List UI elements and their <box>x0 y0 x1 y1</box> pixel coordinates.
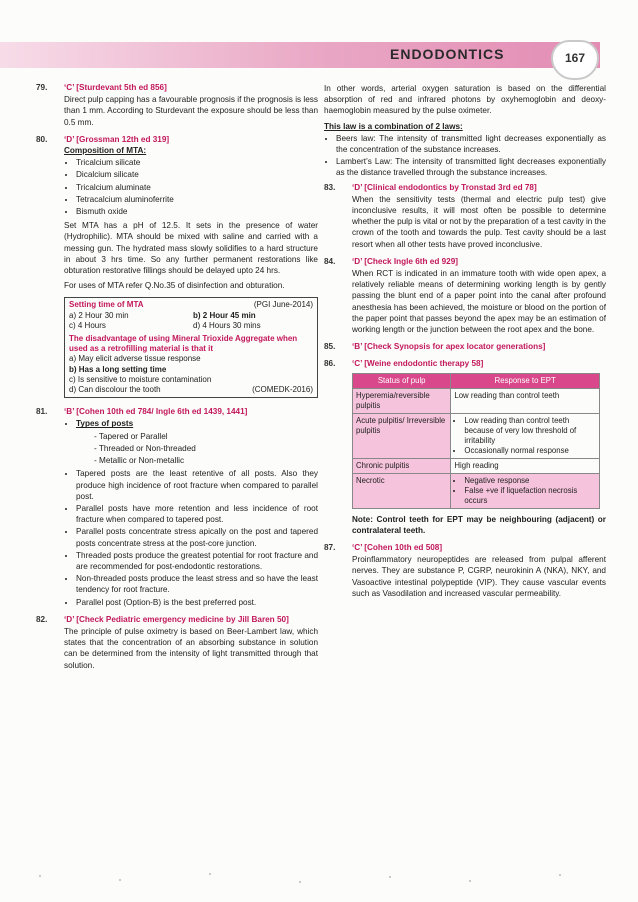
answer-reference: ‘D’ [Grossman 12th ed 319] <box>64 134 170 144</box>
decorative-dots <box>0 868 638 888</box>
option: d) 4 Hours 30 mins <box>193 320 261 330</box>
list-item: • Tapered posts are the least retentive of all posts. Also they produce high incidence of root fracture when compared to parallel post. <box>76 468 318 502</box>
answer-text: The principle of pulse oximetry is based on Beer-Lambert law, which states that the concentration of an absorbing substance in solution can be determined from the intensity of light transmitted through that solution. <box>64 626 318 670</box>
list-item: • Threaded posts produce the greatest potential for root fracture and are recommended for post-endodontic restorations. <box>76 550 318 572</box>
list-item: • Tricalcium silicate <box>76 157 318 168</box>
list-item: • False +ve if liquefaction necrosis occurs <box>464 486 596 506</box>
exam-source: (PGI June-2014) <box>253 300 313 310</box>
question-number: 86. <box>324 359 336 369</box>
option-correct: b) Has a long setting time <box>69 364 167 374</box>
question-80 <box>36 134 318 292</box>
list-item: - Threaded or Non-threaded <box>94 443 318 454</box>
list-item: - Metallic or Non-metallic <box>94 455 318 466</box>
answer-reference: ‘C’ [Cohen 10th ed 508] <box>352 543 443 553</box>
answer-text: In other words, arterial oxygen saturation is based on the differential absorption of red and infrared photons by oxyhemoglobin and deoxy-haemoglobin measured by the pulse oximeter. <box>324 84 606 116</box>
right-column <box>324 82 606 605</box>
answer-text: Direct pulp capping has a favourable prognosis if the prognosis is less than 1 mm. According to Sturdevant the exposure should be less than 0.5 mm. <box>64 95 318 127</box>
question-82 <box>36 614 318 671</box>
question-79 <box>36 82 318 128</box>
section-title: ENDODONTICS <box>390 46 505 62</box>
list-item: • Negative response <box>464 476 596 486</box>
table-row <box>353 458 600 473</box>
answer-reference: ‘D’ [Check Ingle 6th ed 929] <box>352 256 459 266</box>
question-81 <box>36 406 318 607</box>
ept-response-table <box>352 373 600 509</box>
question-number: 82. <box>36 614 48 624</box>
question-number: 80. <box>36 134 48 144</box>
box-question: The disadvantage of using Mineral Trioxide Aggregate when used as a retrofilling material is that it <box>69 334 298 354</box>
option: a) May elicit adverse tissue response <box>69 354 201 364</box>
answer-reference: ‘B’ [Check Synopsis for apex locator generations] <box>352 342 546 352</box>
list-item: • Parallel posts concentrate stress apically on the post and tapered posts concentrate stress at the post-core junction. <box>76 526 318 548</box>
note-text: Note: Control teeth for EPT may be neighbouring (adjacent) or contralateral teeth. <box>352 514 606 535</box>
header-band <box>0 42 600 68</box>
list-item: • Bismuth oxide <box>76 206 318 217</box>
option: d) Can discolour the tooth <box>69 385 161 395</box>
question-87 <box>324 542 606 599</box>
answer-reference: ‘C’ [Weine endodontic therapy 58] <box>352 359 484 369</box>
question-83 <box>324 182 606 250</box>
answer-text: When the sensitivity tests (thermal and electric pulp test) give inconclusive results, it will most often be possible to determine whether the pulp is vital or not by the preparation of a test cavity in the crown of the tooth and towards the pulp. Test cavity should be a last resort when all other tests have proved inconclusive. <box>352 194 606 249</box>
option: a) 2 Hour 30 min <box>69 310 129 320</box>
list-item: • Occasionally normal response <box>464 446 596 456</box>
post-types-list <box>76 431 318 467</box>
list-item: • Lambert’s Law: The intensity of transmitted light decreases exponentially as the distance travelled through the substance increases. <box>336 156 606 178</box>
list-item: • Low reading than control teeth because of very low threshold of irritability <box>464 416 596 446</box>
answer-reference: ‘D’ [Clinical endodontics by Tronstad 3rd ed 78] <box>352 182 537 192</box>
list-item: • Parallel post (Option-B) is the best preferred post. <box>76 597 318 608</box>
table-row <box>353 473 600 508</box>
table-row <box>353 388 600 413</box>
table-cell: Acute pulpitis/ Irreversible pulpitis <box>353 413 451 458</box>
section-heading: This law is a combination of 2 laws: <box>324 121 463 131</box>
question-86 <box>324 358 606 536</box>
question-84 <box>324 256 606 335</box>
mta-composition-list <box>64 157 318 217</box>
table-row <box>353 413 600 458</box>
table-cell: Low reading than control teeth <box>451 388 600 413</box>
table-cell <box>451 473 600 508</box>
list-item: • Beers law: The intensity of transmitted light decreases exponentially as the concentration of the substance increases. <box>336 133 606 155</box>
list-item: • Dicalcium silicate <box>76 169 318 180</box>
table-cell: Necrotic <box>353 473 451 508</box>
answer-reference: ‘C’ [Sturdevant 5th ed 856] <box>64 83 167 92</box>
option-correct: b) 2 Hour 45 min <box>193 310 256 320</box>
laws-list <box>324 133 606 179</box>
answer-text: Set MTA has a pH of 12.5. It sets in the presence of water (Hydrophilic). MTA should be mixed with saline and carried with a messing gun. The hydrated mass slowly solidifies to a hard structure in about 3 hrs time. So any further permanent restorations like obturation restorative fillings should be delayed upto 24 hrs. <box>64 221 318 276</box>
list-item: • Non-threaded posts produce the least stress and so have the least tendency for root fracture. <box>76 573 318 595</box>
list-item: • Tricalcium aluminate <box>76 182 318 193</box>
option: c) 4 Hours <box>69 320 106 330</box>
answer-text: Proinflammatory neuropeptides are released from pulpal afferent nerves. They are substance P, CGRP, neurokinin A (NKA), NKY, and Vasoactive intestinal polypeptide (VIP). They cause vascular events such as Vasodilation and increased vascular permeability. <box>352 555 606 598</box>
question-number: 79. <box>36 83 48 92</box>
question-number: 85. <box>324 342 336 352</box>
list-item: - Tapered or Parallel <box>94 431 318 442</box>
option: c) Is sensitive to moisture contamination <box>69 374 212 384</box>
answer-reference: ‘D’ [Check Pediatric emergency medicine by Jill Baren 50] <box>64 614 289 624</box>
answer-text: For uses of MTA refer Q.No.35 of disinfection and obturation. <box>64 281 285 291</box>
exam-source: (COMEDK-2016) <box>252 385 313 395</box>
question-85 <box>324 341 606 352</box>
table-cell: High reading <box>451 458 600 473</box>
posts-list <box>64 418 318 607</box>
question-number: 81. <box>36 407 48 417</box>
table-cell: Chronic pulpitis <box>353 458 451 473</box>
table-cell <box>451 413 600 458</box>
section-heading: Composition of MTA: <box>64 146 147 156</box>
box-title: Setting time of MTA <box>69 300 144 310</box>
table-header: Status of pulp <box>353 373 451 388</box>
question-number: 83. <box>324 182 336 192</box>
list-item: • Parallel posts have more retention and less incidence of root fracture when compared to tapered post. <box>76 503 318 525</box>
table-header: Response to EPT <box>451 373 600 388</box>
question-number: 84. <box>324 256 336 266</box>
section-heading: Types of posts <box>76 419 134 429</box>
left-column <box>36 82 318 677</box>
exam-question-box <box>64 297 318 398</box>
question-number: 87. <box>324 543 336 553</box>
page-number-badge: 167 <box>551 40 599 80</box>
table-cell: Hyperemia/reversible pulpitis <box>353 388 451 413</box>
answer-reference: ‘B’ [Cohen 10th ed 784/ Ingle 6th ed 1439, 1441] <box>64 407 248 417</box>
answer-text: When RCT is indicated in an immature tooth with wide open apex, a relatively reliable means of determining working length is by gently passing the blunt end of a paper point into the canal after profound anesthesia has been achieved, the moisture or blood on the portion of the paper point that passes beyond the apex may be an estimation of working length or the junction between the root apex and the bone. <box>352 269 606 335</box>
list-item: • Tetracalcium aluminoferrite <box>76 194 318 205</box>
